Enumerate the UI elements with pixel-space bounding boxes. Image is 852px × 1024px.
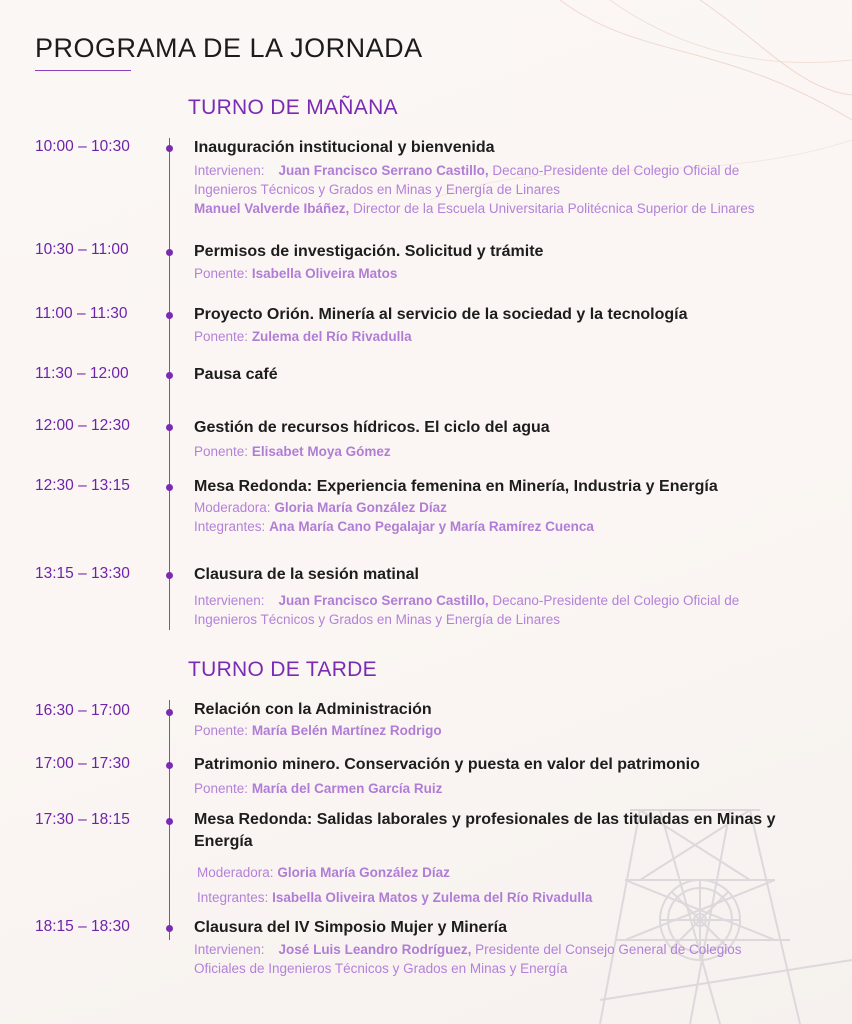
session-detail [194, 264, 839, 283]
timeline-dot [166, 312, 173, 319]
session-time: 17:00 – 17:30 [35, 755, 130, 772]
session-title: Patrimonio minero. Conservación y puesta en valor del patrimonio [194, 756, 700, 773]
session-time: 10:30 – 11:00 [35, 241, 129, 258]
session-title: Relación con la Administración [194, 701, 432, 718]
session-title: Clausura de la sesión matinal [194, 566, 419, 583]
section-title-morning: TURNO DE MAÑANA [188, 96, 398, 119]
session-time: 12:30 – 13:15 [35, 477, 130, 494]
speaker-name: Zulema del Río Rivadulla [251, 329, 412, 344]
speaker-name: Juan Francisco Serrano Castillo, [278, 163, 489, 178]
members-names: Ana María Cano Pegalajar y María Ramírez Cuenca [269, 519, 594, 534]
timeline-dot [166, 484, 173, 491]
title-underline [35, 70, 131, 71]
session-time: 17:30 – 18:15 [35, 811, 130, 828]
detail-label: Ponente: [194, 444, 249, 459]
session-title: Mesa Redonda: Salidas laborales y profesionales de las tituladas en Minas y Energía [194, 811, 776, 850]
session-time: 18:15 – 18:30 [35, 918, 130, 935]
timeline-dot [166, 249, 173, 256]
moderator-name: Gloria María González Díaz [274, 500, 447, 515]
session-title: Pausa café [194, 366, 278, 383]
detail-label: Ponente: [194, 723, 249, 738]
timeline-dot [166, 709, 173, 716]
session-title: Proyecto Orión. Minería al servicio de la sociedad y la tecnología [194, 306, 688, 323]
timeline-dot [166, 424, 173, 431]
session-detail [194, 779, 839, 798]
speaker-name: Juan Francisco Serrano Castillo, [278, 593, 489, 608]
session-detail [194, 591, 839, 629]
speaker-role: Decano-Presidente del Colegio Oficial de [492, 163, 740, 178]
section-title-afternoon: TURNO DE TARDE [188, 658, 377, 681]
session-time: 16:30 – 17:00 [35, 702, 130, 719]
timeline-dot [166, 762, 173, 769]
detail-label: Intervienen: [194, 942, 265, 957]
session-detail [194, 442, 839, 461]
speaker-name: María Belén Martínez Rodrigo [251, 723, 442, 738]
timeline-dot [166, 372, 173, 379]
detail-label: Integrantes: [197, 890, 269, 905]
session-time: 12:00 – 12:30 [35, 417, 130, 434]
detail-label: Ponente: [194, 266, 249, 281]
session-detail [194, 721, 839, 740]
session-time: 10:00 – 10:30 [35, 138, 130, 155]
speaker-name: Elisabet Moya Gómez [251, 444, 391, 459]
timeline-dot [166, 818, 173, 825]
page-title: PROGRAMA DE LA JORNADA [35, 33, 423, 63]
speaker-role-cont: Ingenieros Técnicos y Grados en Minas y Energía de Linares [194, 182, 560, 197]
speaker-name: Isabella Oliveira Matos [251, 266, 398, 281]
speaker-role-cont: Oficiales de Ingenieros Técnicos y Grados en Minas y Energía [194, 961, 568, 976]
detail-label: Integrantes: [194, 519, 266, 534]
speaker-role: Director de la Escuela Universitaria Politécnica Superior de Linares [353, 201, 755, 216]
session-title: Clausura del IV Simposio Mujer y Minería [194, 919, 507, 936]
detail-label: Intervienen: [194, 163, 265, 178]
timeline-dot [166, 572, 173, 579]
detail-label: Moderadora: [194, 500, 271, 515]
session-detail [194, 940, 839, 978]
session-detail [194, 327, 839, 346]
speaker-name: Manuel Valverde Ibáñez, [194, 201, 350, 216]
session-time: 11:30 – 12:00 [35, 365, 129, 382]
moderator-name: Gloria María González Díaz [277, 865, 450, 880]
timeline-line-morning [169, 138, 170, 630]
session-title: Mesa Redonda: Experiencia femenina en Minería, Industria y Energía [194, 478, 718, 495]
members-names: Isabella Oliveira Matos y Zulema del Río Rivadulla [272, 890, 593, 905]
session-title: Inauguración institucional y bienvenida [194, 139, 495, 156]
speaker-role: Decano-Presidente del Colegio Oficial de [492, 593, 740, 608]
speaker-name: José Luis Leandro Rodríguez, [278, 942, 472, 957]
session-time: 11:00 – 11:30 [35, 305, 128, 322]
speaker-name: María del Carmen García Ruiz [251, 781, 443, 796]
session-time: 13:15 – 13:30 [35, 565, 130, 582]
session-title: Gestión de recursos hídricos. El ciclo del agua [194, 419, 550, 436]
detail-label: Ponente: [194, 781, 249, 796]
speaker-role-cont: Ingenieros Técnicos y Grados en Minas y Energía de Linares [194, 612, 560, 627]
timeline-dot [166, 925, 173, 932]
session-title: Permisos de investigación. Solicitud y trámite [194, 243, 544, 260]
timeline-dot [166, 145, 173, 152]
speaker-role: Presidente del Consejo General de Colegios [475, 942, 742, 957]
session-detail [194, 161, 839, 218]
detail-label: Moderadora: [197, 865, 274, 880]
session-detail [197, 860, 842, 910]
session-detail [194, 498, 839, 536]
detail-label: Ponente: [194, 329, 249, 344]
detail-label: Intervienen: [194, 593, 265, 608]
